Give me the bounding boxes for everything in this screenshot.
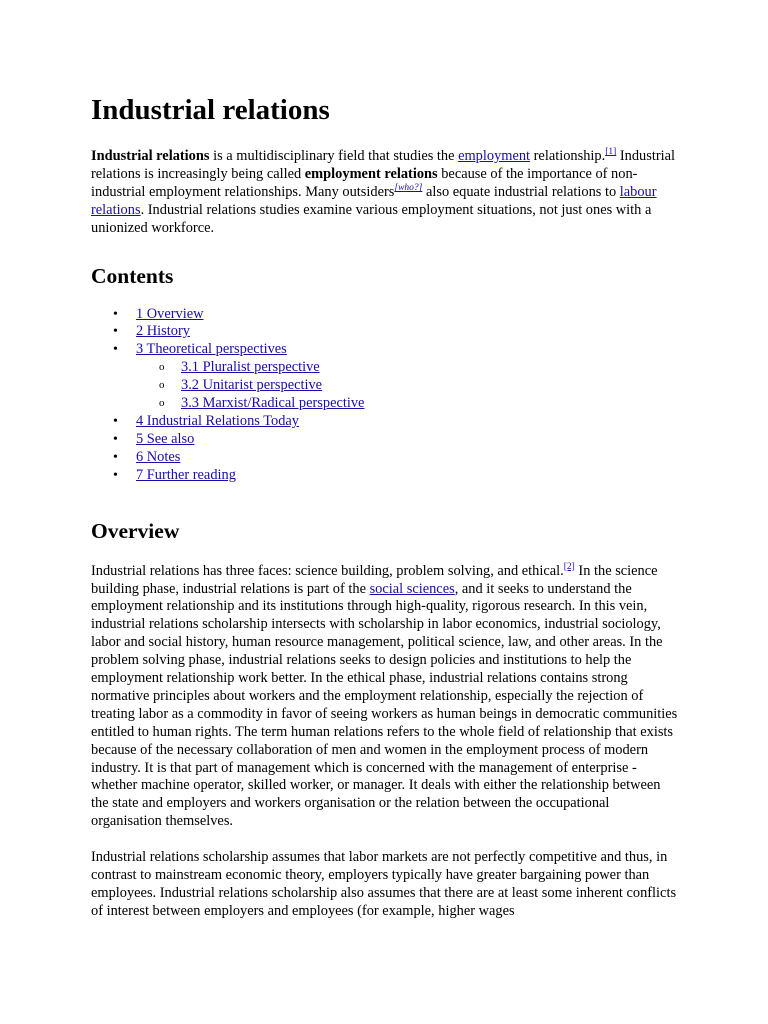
overview-heading: Overview [91, 518, 180, 543]
intro-paragraph [91, 148, 681, 238]
intro-text-6: . Industrial relations studies examine various employment situations, not just ones with a unionized workforce. [91, 201, 652, 236]
intro-term: Industrial relations [91, 148, 210, 164]
toc-item [91, 306, 681, 324]
overview-text-1: Industrial relations has three faces: science building, problem solving, and ethical. [91, 562, 564, 579]
overview-paragraph-1 [91, 563, 681, 832]
ref-2 [564, 562, 575, 572]
social-sciences-link[interactable]: social sciences [369, 580, 455, 597]
employment-link[interactable]: employment [458, 148, 531, 164]
toc-link-see-also[interactable]: 5 See also [136, 430, 195, 447]
toc-link-pluralist[interactable]: 3.1 Pluralist perspective [181, 359, 320, 376]
intro-text-5: also equate industrial relations to [422, 183, 620, 200]
page-title: Industrial relations [91, 94, 330, 126]
toc-link-history[interactable]: 2 History [136, 323, 190, 340]
intro-text-2: relationship. [530, 148, 606, 164]
toc-item [91, 467, 681, 485]
overview-paragraph-2: Industrial relations scholarship assumes that labor markets are not perfectly competitive and thus, in contrast to mainstream economic theory, employers typically have greater bargaining power than employees. Industrial relations scholarship also assumes that there are at least some inherent conflicts of interest between employers and employees (for example, higher wages [91, 849, 677, 919]
toc-subitem [91, 377, 681, 395]
ref-1-link[interactable]: [1] [605, 147, 617, 157]
overview-text-2: In the science building phase, industrial relations is part of the [91, 562, 658, 597]
table-of-contents [91, 306, 681, 485]
toc-item [91, 323, 681, 341]
toc-item [91, 431, 681, 449]
intro-text-3: Industrial relations is increasingly being called [91, 148, 676, 182]
article [91, 92, 681, 921]
who-tag [394, 183, 422, 193]
toc-item [91, 449, 681, 467]
overview-text-3: , and it seeks to understand the employment relationship and its institutions through high-quality, rigorous research. In this vein, industrial relations scholarship intersects with scholarship in labor economics, industrial sociology, labor and social history, human resource management, political science, law, and other areas. In the problem solving phase, industrial relations seeks to design policies and institutions to help the employment relationship work better. In the ethical phase, industrial relations contains strong normative principles about workers and the employment relationship, especially the rejection of treating labor as a commodity in favor of seeing workers as human beings in democratic communities entitled to human rights. The term human relations refers to the whole field of relationship that exists because of the necessary collaboration of men and women in the employment process of modern industry. It is that part of management which is concerned with the management of enterprise - whether machine operator, skilled worker, or manager. It deals with either the relationship between the state and employers and workers organisation or the relation between the occupational organisation themselves. [91, 580, 678, 830]
toc-link-overview[interactable]: 1 Overview [136, 305, 204, 322]
toc-link-unitarist[interactable]: 3.2 Unitarist perspective [181, 377, 323, 394]
toc-link-further-reading[interactable]: 7 Further reading [136, 466, 236, 483]
intro-text-1: is a multidisciplinary field that studies the [209, 148, 459, 164]
toc-item [91, 413, 681, 431]
toc-link-industrial-relations-today[interactable]: 4 Industrial Relations Today [136, 412, 299, 429]
ref-1 [605, 147, 616, 157]
toc-link-theoretical-perspectives[interactable]: 3 Theoretical perspectives [136, 341, 287, 358]
toc-item [91, 341, 681, 359]
ref-2-link[interactable]: [2] [563, 561, 575, 572]
who-link[interactable]: [who?] [394, 182, 423, 193]
toc-link-marxist-radical[interactable]: 3.3 Marxist/Radical perspective [181, 395, 365, 412]
toc-subitem [91, 395, 681, 413]
intro-text-4: because of the importance of non-industrial employment relationships. Many outsiders [91, 165, 638, 200]
toc-subitem [91, 359, 681, 377]
contents-heading: Contents [91, 263, 174, 288]
toc-link-notes[interactable]: 6 Notes [136, 448, 181, 465]
labour-relations-link[interactable]: labour relations [91, 183, 657, 218]
intro-term-2: employment relations [304, 165, 438, 182]
